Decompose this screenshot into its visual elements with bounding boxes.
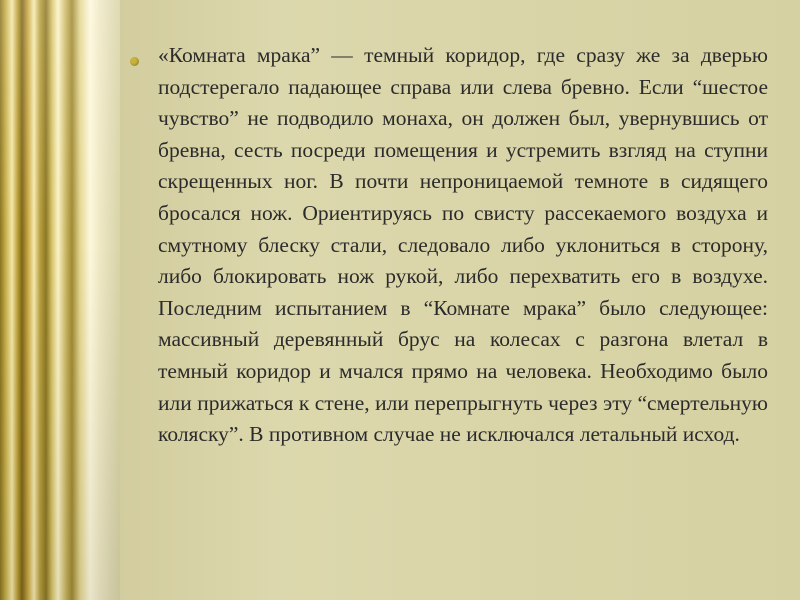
body-paragraph: «Комната мрака” — темный коридор, где сразу же за дверью подстерегало падающее справа или слева бревно. Если “шестое чувство” не подводило монаха, он должен был, увернувшись от бревна, сесть посреди помещения и устремить взгляд на ступни скрещенных ног. В почти непроницаемой темноте в сидящего бросался нож. Ориентируясь по свисту рассекаемого воздуха и смутному блеску стали, следовало либо уклониться в сторону, либо блокировать нож рукой, либо перехватить его в воздухе. Последним испытанием в “Комнате мрака” было следующее: массивный деревянный брус на колесах с разгона влетал в темный коридор и мчался прямо на человека. Необходимо было или прижаться к стене, или перепрыгнуть через эту “смертельную коляску”. В противном случае не исключался летальный исход. [158, 43, 768, 447]
gold-curtain-decoration [0, 0, 120, 600]
slide-content [130, 40, 770, 451]
bullet-dot-icon [130, 57, 139, 66]
